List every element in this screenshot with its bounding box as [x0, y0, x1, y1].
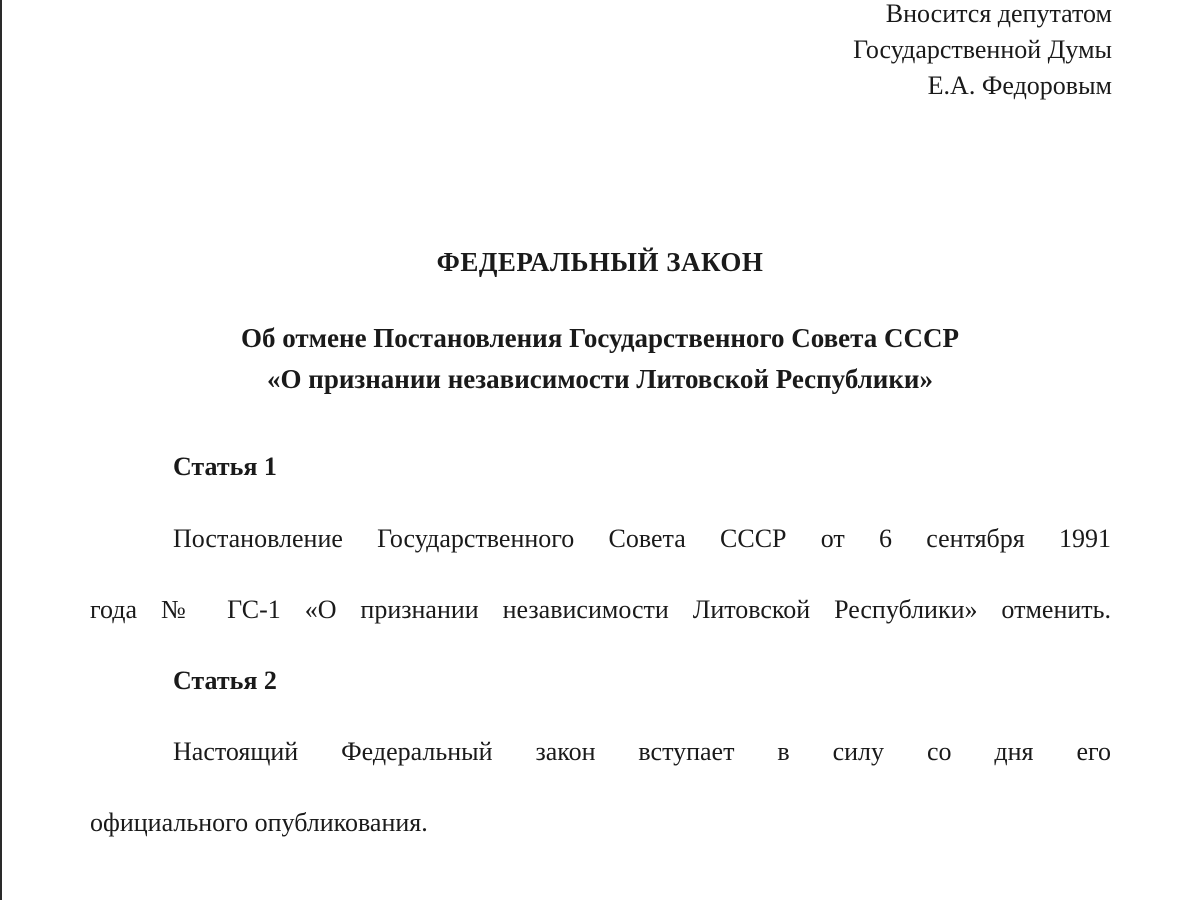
submitter-line-3: Е.А. Федоровым — [927, 71, 1112, 100]
article-2-text-line-1: Настоящий Федеральный закон вступает в силу со дня его — [173, 737, 1111, 766]
law-type-heading: ФЕДЕРАЛЬНЫЙ ЗАКОН — [436, 247, 764, 277]
law-title-line-2: «О признании независимости Литовской Республики» — [267, 364, 933, 394]
article-1-text-line-2: года № ГС-1 «О признании независимости Литовской Республики» отменить. — [90, 595, 1111, 624]
submitter-block — [853, 0, 1112, 104]
article-2-text-line-2: официального опубликования. — [90, 808, 428, 837]
article-2-heading: Статья 2 — [173, 666, 277, 695]
law-title — [0, 318, 1200, 400]
law-title-line-1: Об отмене Постановления Государственного Совета СССР — [240, 323, 959, 353]
article-1-heading: Статья 1 — [173, 452, 277, 481]
article-1-text-line-1: Постановление Государственного Совета СССР от 6 сентября 1991 — [173, 524, 1111, 553]
submitter-line-2: Государственной Думы — [853, 35, 1112, 64]
submitter-line-1: Вносится депутатом — [885, 0, 1112, 28]
page-left-border — [0, 0, 2, 900]
